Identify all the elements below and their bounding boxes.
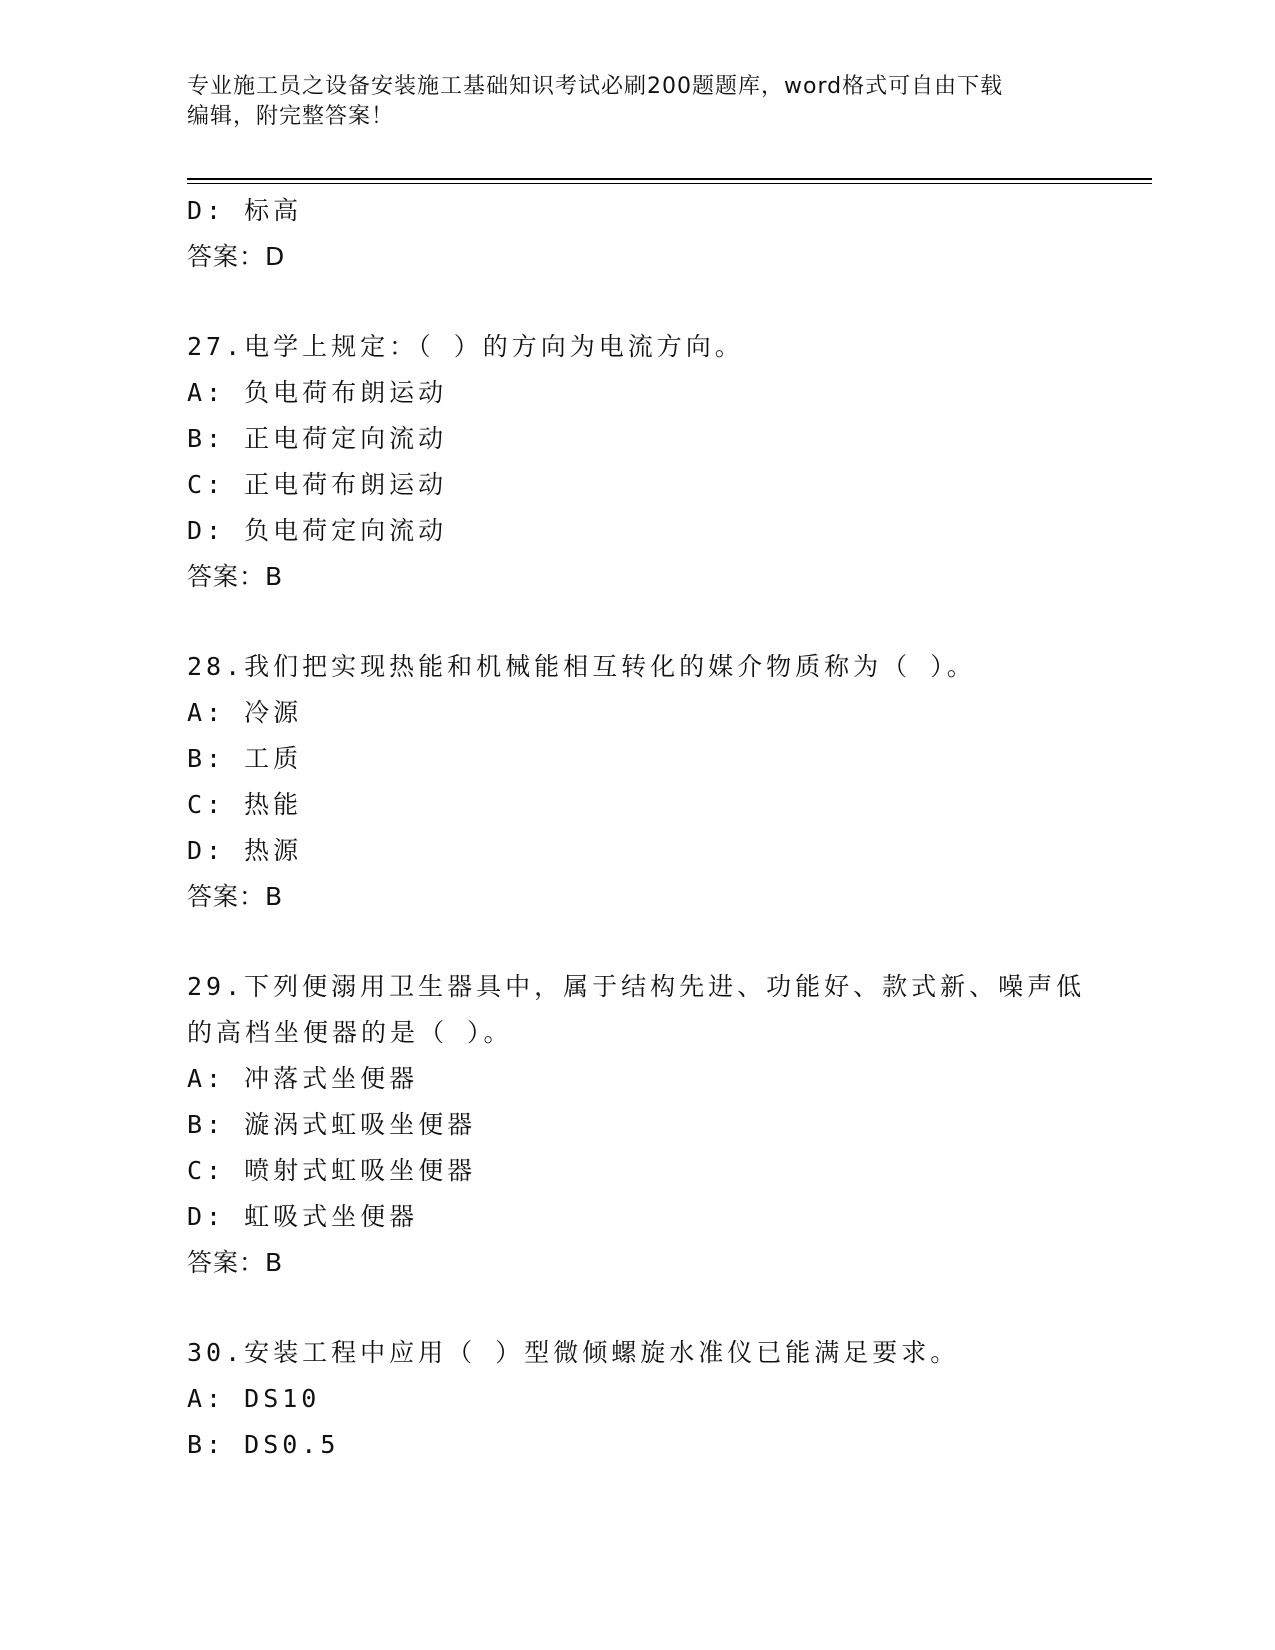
option-a: A: 冲落式坐便器 [187, 1064, 419, 1093]
option-a: A: 冷源 [187, 698, 303, 727]
option-b: B: DS0.5 [187, 1430, 340, 1459]
option-d: D: 热源 [187, 836, 303, 865]
question-block-30 [187, 1330, 1152, 1468]
option-d: D: 虹吸式坐便器 [187, 1202, 419, 1231]
header-line-1: 专业施工员之设备安装施工基础知识考试必刷200题题库，word格式可自由下载 [187, 74, 1004, 99]
question-list [187, 188, 1152, 1468]
question-stem-line-1: 29.下列便溺用卫生器具中，属于结构先进、功能好、款式新、噪声低 [187, 972, 1086, 1001]
question-stem: 28.我们把实现热能和机械能相互转化的媒介物质称为（ ）。 [187, 652, 976, 681]
option-d: D: 负电荷定向流动 [187, 516, 448, 545]
option-c: C: 热能 [187, 790, 303, 819]
option-b: B: 工质 [187, 744, 303, 773]
option-c: C: 喷射式虹吸坐便器 [187, 1156, 477, 1185]
answer-line: 答案：B [187, 562, 284, 591]
header-rule-thick [187, 178, 1152, 180]
question-block-29 [187, 964, 1152, 1286]
option-b: B: 正电荷定向流动 [187, 424, 448, 453]
question-stem-line-2: 的高档坐便器的是（ ）。 [187, 1018, 513, 1047]
question-stem: 30.安装工程中应用（ ）型微倾螺旋水准仪已能满足要求。 [187, 1338, 960, 1367]
option-d: D: 标高 [187, 196, 303, 225]
header-rule-thin [187, 183, 1152, 184]
question-stem: 27.电学上规定：（ ）的方向为电流方向。 [187, 332, 744, 361]
answer-line: 答案：D [187, 242, 286, 271]
option-a: A: DS10 [187, 1384, 321, 1413]
answer-line: 答案：B [187, 882, 284, 911]
option-b: B: 漩涡式虹吸坐便器 [187, 1110, 477, 1139]
question-block-28 [187, 644, 1152, 920]
header-line-2: 编辑，附完整答案！ [187, 104, 395, 129]
question-block-27 [187, 324, 1152, 600]
option-a: A: 负电荷布朗运动 [187, 378, 448, 407]
document-header [187, 72, 1077, 132]
question-block-26 [187, 188, 1152, 280]
answer-line: 答案：B [187, 1248, 284, 1277]
option-c: C: 正电荷布朗运动 [187, 470, 448, 499]
